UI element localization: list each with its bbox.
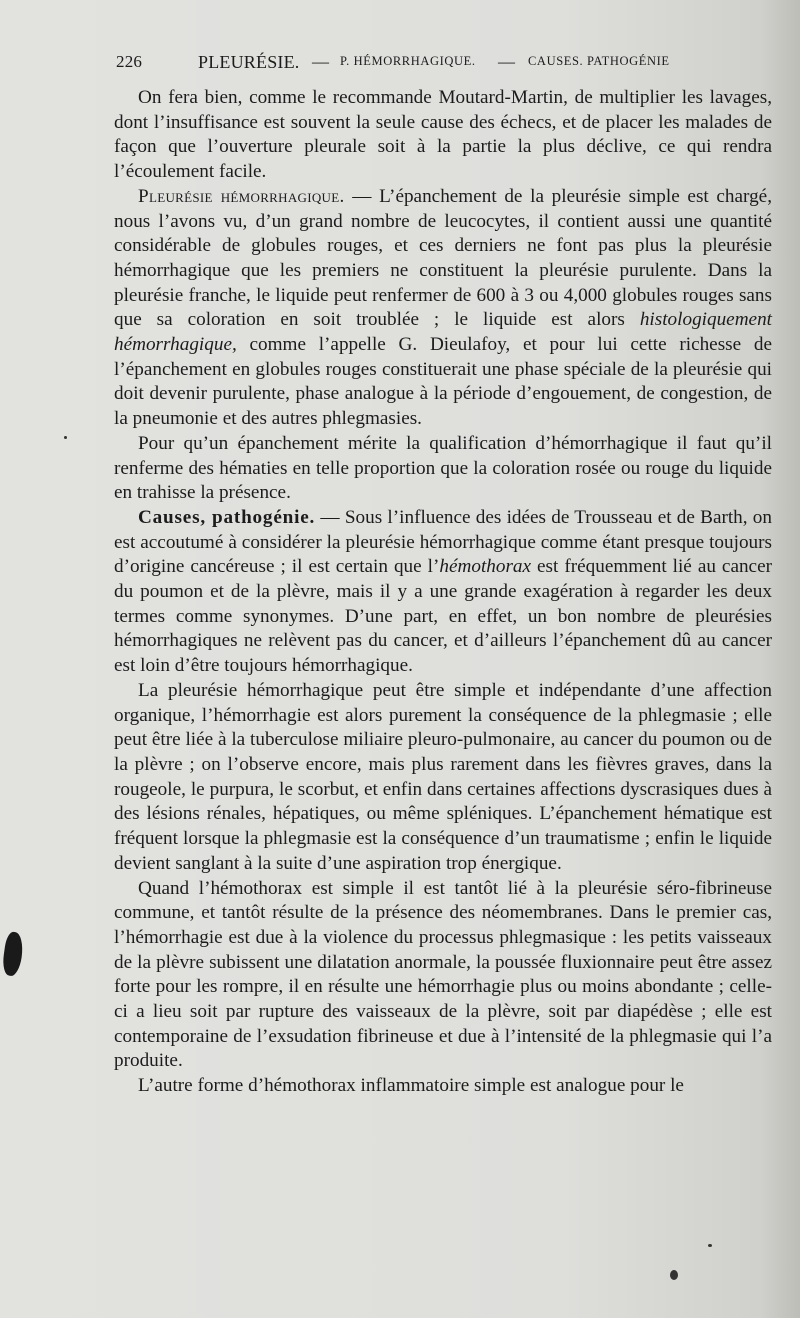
paragraph-3: Pour qu’un épanchement mérite la qualification d’hémorrhagique il faut qu’il renferme des hématies en telle proportion que la coloration rosée ou rouge du liquide en trahisse la présence.	[114, 432, 772, 504]
paragraph-5: La pleurésie hémorrhagique peut être simple et indépendante d’une affection organique, l’hémorrhagie est alors purement la conséquence de la phlegmasie ; elle peut être liée à la tuberculose miliaire pleuro-pulmonaire, au cancer du poumon ou de la plèvre ; on l’observe encore, mais plus rarement dans les fièvres graves, dans la rougeole, le purpura, le scorbut, et enfin dans certaines affections dyscrasiques dues à des lésions rénales, hépatiques, ou même spléniques. L’épanchement hématique est fréquent lorsque la phlegmasie est la conséquence d’un traumatisme ; enfin le liquide devient sanglant à la suite d’une aspiration trop énergique.	[114, 679, 772, 874]
paragraph-2-text-a: — L’épanchement de la pleurésie simple est chargé, nous l’avons vu, d’un grand nombre de leucocytes, il contient aussi une quantité considérable de globules rouges, et ces derniers ne font pas plus la pleurésie hémorrhagique que les premiers ne constituent la pleurésie purulente. Dans la pleurésie franche, le liquide peut renfermer de 600 à 3 ou 4,000 globules rouges sans que sa coloration en soit troublée ; le liquide est alors	[114, 185, 772, 331]
header-title: PLEURÉSIE.	[198, 52, 300, 72]
running-header	[116, 52, 716, 78]
page-number: 226	[116, 52, 143, 71]
paragraph-4-text-b: est fréquemment lié au cancer du poumon et de la plèvre, mais il y a une grande exagération à regarder les deux termes comme synonymes. D’une part, en effet, un bon nombre de pleurésies hémorrhagiques ne relèvent pas du cancer, et d’ailleurs l’épanchement dû au cancer est loin d’être toujours hémorrhagique.	[114, 556, 772, 677]
paragraph-1: On fera bien, comme le recommande Moutard-Martin, de multiplier les lavages, dont l’insuffisance est souvent la seule cause des échecs, et de placer les malades de façon que l’ouverture pleurale soit à la partie la plus déclive, ce qui rendra l’écoulement facile.	[114, 87, 772, 183]
section-heading-causes-pathogenie: Causes, pathogénie.	[138, 506, 316, 528]
header-subsection: CAUSES. PATHOGÉNIE	[528, 54, 670, 68]
paragraph-2	[114, 185, 772, 432]
section-heading-pleuresie-hemorrhagique: Pleurésie hémorrhagique.	[138, 185, 345, 207]
paragraph-2-italic: histologiquement hémorrhagique,	[114, 309, 772, 356]
header-dash-2: —	[498, 52, 516, 71]
ink-speck-2	[670, 1270, 678, 1280]
paragraph-2-text-b: comme l’appelle G. Dieulafoy, et pour lui cette richesse de l’épanchement en globules rouges constituerait une phase spéciale de la pleurésie qui doit devenir purulente, phase analogue à la période d’engouement, de congestion, de la pneumonie et des autres phlegmasies.	[114, 334, 772, 430]
body-text	[114, 86, 772, 1099]
paragraph-4	[114, 506, 772, 679]
ink-speck	[64, 436, 67, 439]
header-dash: —	[312, 52, 330, 71]
paragraph-4-italic: hémothorax	[439, 556, 532, 578]
header-section: P. HÉMORRHAGIQUE.	[340, 54, 476, 68]
ink-speck-3	[708, 1244, 712, 1247]
paragraph-4-text-a: — Sous l’influence des idées de Trousseau et de Barth, on est accoutumé à considérer la pleurésie hémorrhagique comme étant presque toujours d’origine cancéreuse ; il est certain que l’	[114, 506, 772, 578]
paragraph-6: Quand l’hémothorax est simple il est tantôt lié à la pleurésie séro-fibrineuse commune, et tantôt résulte de la présence des néomembranes. Dans le premier cas, l’hémorrhagie est due à la violence du processus phlegmasique : les petits vaisseaux de la plèvre subissent une dilatation anormale, la poussée fluxionnaire peut être assez forte pour les rompre, il en résulte une hémorrhagie plus ou moins abondante ; celle-ci a lieu soit par rupture des vaisseaux de la plèvre, soit par diapédèse ; elle est contemporaine de l’exsudation fibrineuse et due à l’intensité de la phlegmasie qui l’a produite.	[114, 877, 772, 1072]
paragraph-7: L’autre forme d’hémothorax inflammatoire simple est analogue pour le	[138, 1075, 684, 1097]
margin-ink-blot	[1, 931, 25, 977]
